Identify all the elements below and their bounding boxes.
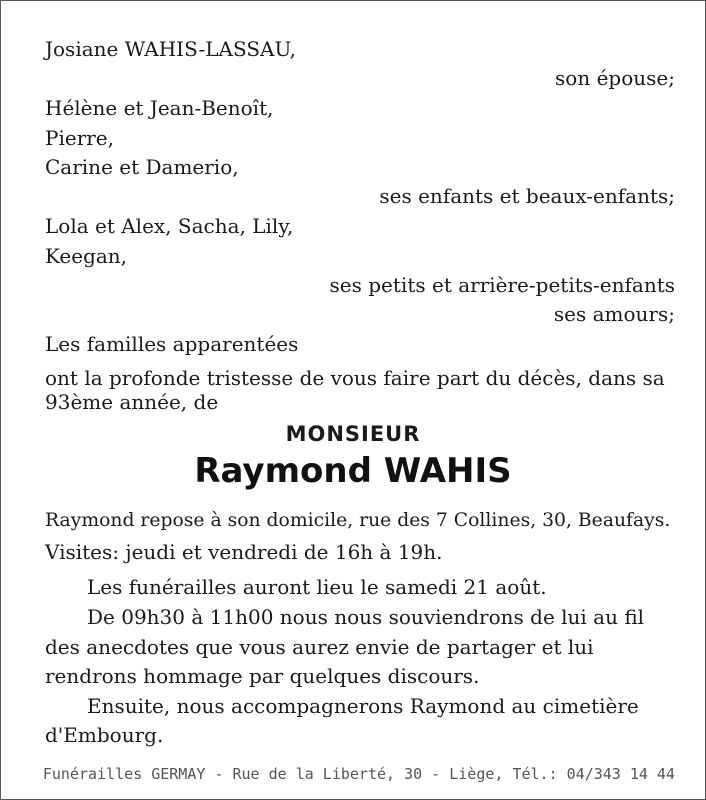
child-line-1: Hélène et Jean-Benoît, [45, 96, 274, 120]
funeral-paragraph-1: Les funérailles auront lieu le samedi 21 août. [87, 575, 547, 599]
related-families: Les familles apparentées [45, 332, 299, 356]
spouse-relation: son épouse; [555, 66, 675, 90]
grandchildren-relation: ses petits et arrière-petits-enfants [329, 273, 675, 297]
title-prefix: MONSIEUR [285, 422, 421, 446]
deceased-name: Raymond WAHIS [194, 451, 512, 491]
funeral-paragraph-2-line-3: rendrons hommage par quelques discours. [45, 664, 480, 688]
funeral-paragraph-2-line-1: De 09h30 à 11h00 nous nous souviendrons de lui au fil [87, 605, 645, 629]
child-line-2: Pierre, [45, 126, 115, 150]
funeral-home-footer: Funérailles GERMAY - Rue de la Liberté, 30 - Liège, Tél.: 04/343 14 44 [42, 765, 675, 783]
spouse-name: Josiane WAHIS-LASSAU, [45, 37, 296, 61]
funeral-paragraph-2-line-2: des anecdotes que vous aurez envie de partager et lui [45, 635, 594, 659]
resting-place: Raymond repose à son domicile, rue des 7 Collines, 30, Beaufays. [45, 510, 671, 531]
funeral-paragraph-3-line-2: d'Embourg. [45, 723, 164, 747]
visiting-hours: Visites: jeudi et vendredi de 16h à 19h. [45, 540, 443, 564]
funeral-paragraph-3-line-1: Ensuite, nous accompagnerons Raymond au cimetière [87, 694, 639, 718]
announcement-line-1: ont la profonde tristesse de vous faire part du décès, dans sa [45, 366, 665, 390]
grandchild-line-2: Keegan, [45, 244, 128, 268]
children-relation: ses enfants et beaux-enfants; [379, 184, 675, 208]
child-line-3: Carine et Damerio, [45, 155, 239, 179]
announcement-line-2: 93ème année, de [45, 390, 219, 414]
loves-relation: ses amours; [553, 302, 675, 326]
grandchild-line-1: Lola et Alex, Sacha, Lily, [45, 214, 294, 238]
